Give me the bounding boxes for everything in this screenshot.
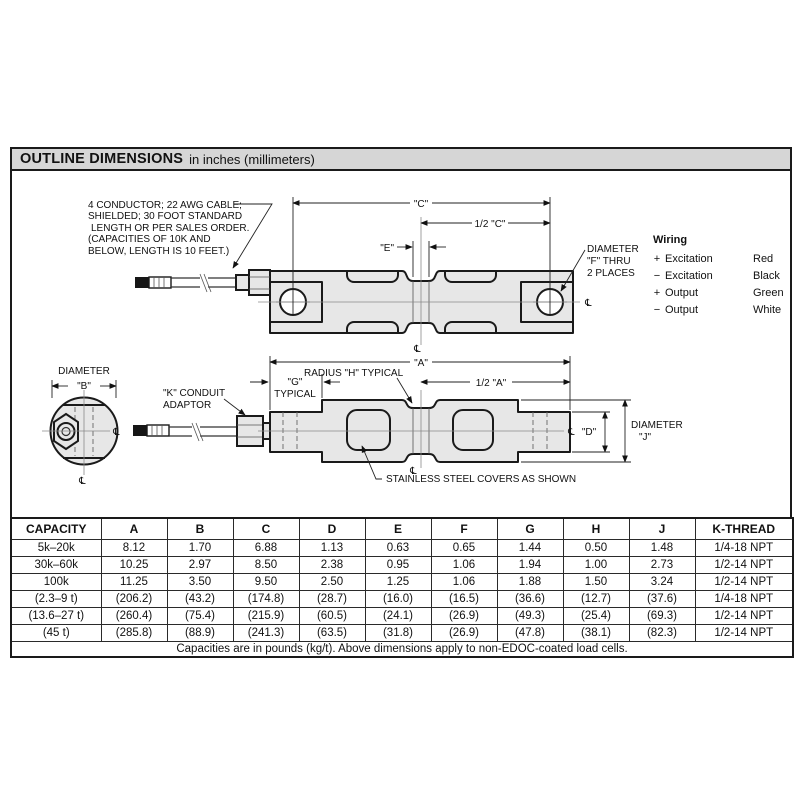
- dimension-cell: 0.50: [563, 539, 629, 556]
- centerline-symbol: ℄: [410, 466, 417, 477]
- dimension-cell: 1/2-14 NPT: [695, 624, 793, 641]
- dimension-cell: 9.50: [233, 573, 299, 590]
- wiring-legend: [653, 234, 784, 316]
- dimension-cell: (174.8): [233, 590, 299, 607]
- dim-label-k: "K" CONDUIT: [163, 388, 226, 399]
- dimension-cell: 0.65: [431, 539, 497, 556]
- capacity-cell: (13.6–27 t): [11, 607, 101, 624]
- dimension-cell: (75.4): [167, 607, 233, 624]
- dimension-cell: 3.50: [167, 573, 233, 590]
- dimension-cell: (285.8): [101, 624, 167, 641]
- dim-label-f: 2 PLACES: [587, 268, 635, 279]
- dimension-cell: 1/2-14 NPT: [695, 607, 793, 624]
- centerline-symbol: ℄: [79, 476, 86, 487]
- centerline-symbol: ℄: [414, 344, 421, 355]
- dim-radius-h: [304, 368, 412, 403]
- dimension-cell: (31.8): [365, 624, 431, 641]
- dimension-cell: (12.7): [563, 590, 629, 607]
- wiring-color: Red: [753, 253, 774, 265]
- dimension-cell: 1.88: [497, 573, 563, 590]
- stainless-cover-right: [453, 410, 493, 450]
- dimension-cell: (260.4): [101, 607, 167, 624]
- cable-side-view: [133, 416, 270, 446]
- dim-label-j: DIAMETER: [631, 420, 683, 431]
- dimension-cell: (25.4): [563, 607, 629, 624]
- dimension-cell: (43.2): [167, 590, 233, 607]
- dim-label-b: DIAMETER: [58, 366, 110, 377]
- conduit-note: [163, 388, 245, 415]
- dim-half-c: [421, 219, 550, 230]
- dimension-cell: (26.9): [431, 607, 497, 624]
- centerline-symbol: ℄: [585, 298, 592, 309]
- column-header-a: A: [101, 518, 167, 539]
- dimension-cell: 1.48: [629, 539, 695, 556]
- dimension-cell: (28.7): [299, 590, 365, 607]
- dimension-cell: 1.25: [365, 573, 431, 590]
- cable-note-line: (CAPACITIES OF 10K AND: [88, 234, 211, 245]
- cable-note-line: BELOW, LENGTH IS 10 FEET.): [88, 246, 230, 257]
- table-footnote: Capacities are in pounds (kg/t). Above dimensions apply to non-EDOC-coated load cells.: [11, 641, 793, 657]
- dimension-cell: 0.63: [365, 539, 431, 556]
- column-header-f: F: [431, 518, 497, 539]
- dim-label-c: "C": [413, 199, 429, 210]
- wiring-color: White: [753, 304, 782, 316]
- dim-label-f: DIAMETER: [587, 244, 639, 255]
- dim-label-a: "A": [414, 358, 428, 369]
- wiring-sign: +: [653, 287, 661, 299]
- table-row: [11, 573, 793, 590]
- dimension-cell: (47.8): [497, 624, 563, 641]
- table-row: [11, 624, 793, 641]
- dim-a: [270, 356, 570, 410]
- column-header-b: B: [167, 518, 233, 539]
- wiring-label: Excitation: [665, 270, 713, 282]
- table-row: [11, 556, 793, 573]
- dimension-cell: 1.70: [167, 539, 233, 556]
- dimension-cell: (38.1): [563, 624, 629, 641]
- wiring-label: Excitation: [665, 253, 713, 265]
- wiring-sign: −: [653, 304, 661, 316]
- dimension-cell: 6.88: [233, 539, 299, 556]
- dim-label-b: "B": [77, 381, 91, 392]
- stainless-cover-left: [347, 410, 390, 450]
- dimensions-table: [10, 517, 794, 658]
- side-view: [133, 356, 683, 485]
- column-header-g: G: [497, 518, 563, 539]
- top-view: [88, 197, 639, 355]
- column-header-h: H: [563, 518, 629, 539]
- wiring-label: Output: [665, 304, 699, 316]
- table-row: [11, 607, 793, 624]
- wiring-title: Wiring: [653, 234, 688, 246]
- dimension-cell: (26.9): [431, 624, 497, 641]
- cable-note-line: 4 CONDUCTOR; 22 AWG CABLE;: [88, 200, 242, 211]
- dim-label-half-a: 1/2 "A": [475, 378, 507, 389]
- dimension-cell: (241.3): [233, 624, 299, 641]
- dimension-cell: 11.25: [101, 573, 167, 590]
- capacity-cell: 30k–60k: [11, 556, 101, 573]
- centerline-symbol: ℄: [113, 427, 120, 438]
- dim-label-f: "F" THRU: [587, 256, 631, 267]
- capacity-cell: (2.3–9 t): [11, 590, 101, 607]
- section-title: OUTLINE DIMENSIONS: [20, 151, 184, 167]
- dimension-cell: 2.73: [629, 556, 695, 573]
- dimension-cell: 1.94: [497, 556, 563, 573]
- dim-label-half-c: 1/2 "C": [474, 219, 506, 230]
- dimension-cell: 8.12: [101, 539, 167, 556]
- column-header-c: C: [233, 518, 299, 539]
- dimension-cell: (206.2): [101, 590, 167, 607]
- wiring-color: Black: [753, 270, 780, 282]
- dimension-cell: 2.50: [299, 573, 365, 590]
- column-header-k-thread: K-THREAD: [695, 518, 793, 539]
- dimension-cell: 1/4-18 NPT: [695, 590, 793, 607]
- table-footnote-row: [11, 641, 793, 657]
- dimension-cell: (82.3): [629, 624, 695, 641]
- dimension-cell: 1.00: [563, 556, 629, 573]
- wiring-sign: +: [653, 253, 661, 265]
- dim-label-k: ADAPTOR: [163, 400, 212, 411]
- dimension-cell: (49.3): [497, 607, 563, 624]
- wiring-label: Output: [665, 287, 699, 299]
- dimension-cell: 8.50: [233, 556, 299, 573]
- cable-note: [88, 200, 272, 268]
- dimension-cell: 0.95: [365, 556, 431, 573]
- dimension-cell: (37.6): [629, 590, 695, 607]
- column-header-j: J: [629, 518, 695, 539]
- dimension-cell: (63.5): [299, 624, 365, 641]
- conduit-adaptor-top-view: [249, 270, 270, 295]
- dim-label-radius-h: RADIUS "H" TYPICAL: [304, 368, 404, 379]
- capacity-cell: (45 t): [11, 624, 101, 641]
- capacity-cell: 100k: [11, 573, 101, 590]
- dimension-cell: (60.5): [299, 607, 365, 624]
- dimension-cell: 1/4-18 NPT: [695, 539, 793, 556]
- dim-label-g-typical: TYPICAL: [274, 389, 316, 400]
- dimension-cell: 1/2-14 NPT: [695, 573, 793, 590]
- dim-label-e: "E": [380, 243, 394, 254]
- dimension-cell: 1.06: [431, 573, 497, 590]
- dim-label-d: "D": [581, 427, 597, 438]
- table-header-row: [11, 518, 793, 539]
- cable-note-line: SHIELDED; 30 FOOT STANDARD: [88, 211, 243, 222]
- cable-note-line: LENGTH OR PER SALES ORDER.: [91, 223, 250, 234]
- capacity-cell: 5k–20k: [11, 539, 101, 556]
- dimension-cell: (88.9): [167, 624, 233, 641]
- dimension-cell: (69.3): [629, 607, 695, 624]
- dimension-cell: (215.9): [233, 607, 299, 624]
- cable-top-view: [135, 270, 270, 295]
- dim-half-a: [421, 378, 570, 389]
- covers-note-text: STAINLESS STEEL COVERS AS SHOWN: [386, 474, 577, 485]
- dim-label-j: "J": [639, 432, 652, 443]
- column-header-d: D: [299, 518, 365, 539]
- dimension-cell: (16.0): [365, 590, 431, 607]
- dimension-cell: (36.6): [497, 590, 563, 607]
- dimension-cell: 2.38: [299, 556, 365, 573]
- table-row: [11, 590, 793, 607]
- column-header-e: E: [365, 518, 431, 539]
- dimension-cell: 1.13: [299, 539, 365, 556]
- wiring-color: Green: [753, 287, 784, 299]
- dimension-cell: 1/2-14 NPT: [695, 556, 793, 573]
- wiring-sign: −: [653, 270, 661, 282]
- dimension-cell: 1.06: [431, 556, 497, 573]
- table-row: [11, 539, 793, 556]
- dim-label-g: "G": [287, 377, 303, 388]
- section-subtitle: in inches (millimeters): [189, 151, 315, 167]
- dimension-cell: (24.1): [365, 607, 431, 624]
- dimension-cell: 1.50: [563, 573, 629, 590]
- dimension-cell: 10.25: [101, 556, 167, 573]
- dimension-cell: 1.44: [497, 539, 563, 556]
- centerline-symbol: ℄: [568, 427, 575, 438]
- dimension-cell: 3.24: [629, 573, 695, 590]
- column-header-capacity: CAPACITY: [11, 518, 101, 539]
- dimension-cell: (16.5): [431, 590, 497, 607]
- dimension-cell: 2.97: [167, 556, 233, 573]
